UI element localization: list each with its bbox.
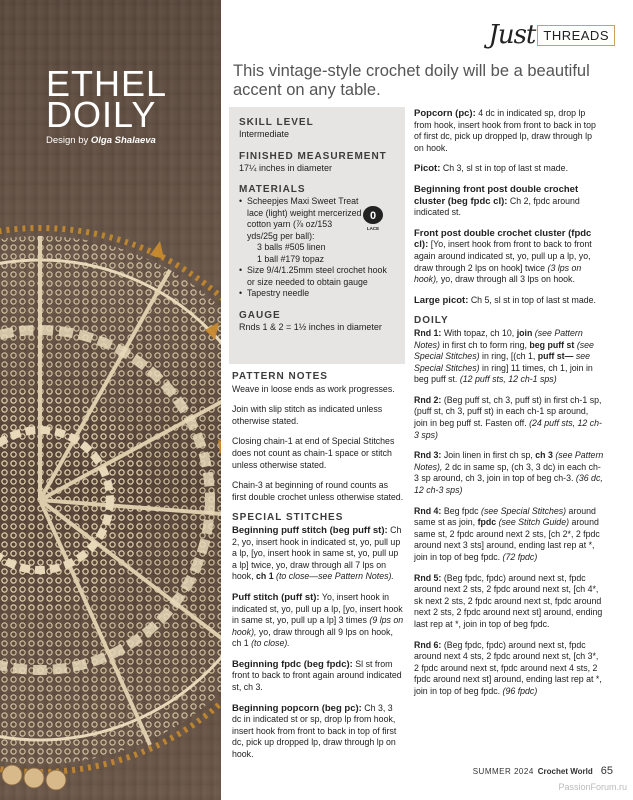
section-logo [488,16,615,54]
byline-prefix: Design by [46,135,89,146]
round-6 [414,640,604,698]
material-sub-topaz: 1 ball #179 topaz [257,253,325,264]
stitch-bold: ch 1 [255,571,274,582]
round-lead: Rnd 2: [414,394,442,405]
stitch-lead: Puff stitch (puff st): [232,591,320,603]
stitch-text: yo, draw through all 9 lps on hook, ch 1 [232,626,393,649]
round-italic: (see Pattern Notes) [414,327,583,350]
stitch-text: Yo, insert hook in indicated st, yo, pull up a lp, [yo, insert hook in same st, yo, pull up a lp] 3 times [232,591,403,626]
stitch-lead: Popcorn (pc): [414,108,476,119]
pattern-note: Weave in loose ends as work progresses. [232,383,395,394]
designer-name: Olga Shalaeva [90,135,156,146]
stitch-text: Ch 5, sl st in top of last st made. [470,294,596,305]
stitch-text: yo, draw through all 3 lps on hook. [440,274,575,285]
stitch-puff [232,592,404,650]
round-count: (72 fpdc) [502,552,538,562]
page-footer [473,765,613,777]
round-text: (Beg fpdc, fpdc) around next st, fpdc around next 4 sts, 2 fpdc around next st, [ch 3*, 2 fpdc around next st, fpdc around next 4 sts, 2 fpdc around next st] around, ending last rep at *, join in top of beg fpdc. [414,639,602,696]
stitch-text: Sl st from front to back to front again around indicated st, ch 3. [232,658,402,693]
round-text: in ring, [(ch 1, [481,351,536,362]
round-text: in ring] 11 times, ch 1, join in beg puff st. [414,362,593,385]
material-sub-linen: 3 balls #505 linen [257,242,326,252]
round-italic: see Special Stitches) [414,351,591,373]
skill-value: Intermediate [239,129,290,139]
stitch-text: Ch 2, yo, insert hook in indicated st, yo, pull up a lp, [yo, insert hook in same st, yo, pull up a lp] twice, yo, draw through all 7 lps on hook, [232,524,402,582]
round-3 [414,450,604,496]
stitch-text: Ch 2, fpdc around indicated st. [414,195,580,218]
designer-byline [46,135,156,146]
stitch-beg-puff [232,525,404,583]
gauge-value: Rnds 1 & 2 = 1½ inches in diameter [239,321,382,332]
round-text: in first ch to form ring, [442,339,527,350]
page-number: 65 [600,765,613,777]
round-bold: beg puff st [529,339,575,350]
footer-magazine: Crochet World [537,767,593,776]
round-lead: Rnd 6: [414,639,442,650]
round-5 [414,573,604,631]
stitch-italic: (3 lps on hook), [414,262,582,285]
round-bold: ch 3 [535,450,553,461]
round-2 [414,395,604,441]
round-bold: puff st— [537,351,574,362]
skill-heading: SKILL LEVEL [239,117,314,128]
round-4 [414,506,604,564]
yarn-weight-label: LACE [366,226,380,231]
round-text: With topaz, ch 10, [443,327,515,338]
stitch-lead: Beginning fpdc (beg fpdc): [232,658,353,670]
stitch-lead: Front post double crochet cluster (fpdc cl): [414,227,592,251]
material-hook: Size 9/4/1.25mm steel crochet hook or size needed to obtain gauge [247,265,387,287]
stitch-lead: Beginning popcorn (beg pc): [232,702,362,714]
intro-text: This vintage-style crochet doily will be a beautiful accent on any table. [233,62,590,99]
material-item [239,265,395,288]
round-lead: Rnd 1: [414,327,442,338]
stitch-beg-popcorn [232,703,404,761]
round-text: Beg fpdc [443,505,479,516]
stitch-italic: (to close—see Pattern Notes). [276,571,394,582]
doily-heading: DOILY [414,315,449,327]
round-1 [414,328,604,386]
round-italic: (see Pattern Notes), [414,450,604,472]
pattern-notes-heading: PATTERN NOTES [232,371,328,382]
yarn-weight-icon [362,205,384,231]
logo-word: THREADS [537,25,615,46]
pattern-title [46,63,168,135]
pattern-note: Join with slip stitch as indicated unless otherwise stated. [232,404,383,426]
material-needle: Tapestry needle [247,288,310,298]
round-count: (36 dc, 12 ch-3 sps) [414,473,603,496]
info-box [229,107,405,364]
round-italic: (see Special Stitches) [414,339,594,362]
stitch-italic: (to close). [251,638,290,649]
doily-photo [0,0,221,800]
stitch-lead: Beginning puff stitch (beg puff st): [232,524,388,536]
yarn-weight-number: 0 [369,210,377,222]
title-line-1: ETHEL [46,63,168,104]
stitch-text: Ch 3, sl st in top of last st made. [442,163,569,174]
round-count: (96 fpdc) [502,685,538,696]
round-italic: (see Special Stitches) [481,505,567,516]
column-left [232,371,404,770]
stitch-text: 4 dc in indicated sp, drop lp from hook, insert hook from front to back in top of first dc, pick up dropped lp, draw through lp on hook. [414,108,596,153]
round-italic: (see Stitch Guide) [498,517,570,528]
round-lead: Rnd 4: [414,505,442,516]
footer-issue: SUMMER 2024 [472,767,534,776]
round-text: (Beg fpdc, fpdc) around next st, fpdc around next 2 sts, 2 fpdc around next st, [ch 4*, sk next 2 sts, 2 fpdc around next st, fpdc around next 2 sts, 2 fpdc around next st] around, ending last rep at *, join in top of beg fpdc. [414,572,603,629]
stitch-beg-fpdc-cluster [414,184,604,219]
stitch-beg-fpdc [232,659,404,694]
material-yarn: Scheepjes Maxi Sweet Treat lace (light) weight mercerized cotton yarn (⅞ oz/153 yds/25g per ball): [247,196,362,241]
stitch-fpdc-cluster [414,228,604,286]
stitch-large-picot [414,295,604,307]
stitch-picot [414,163,604,175]
round-bold: fpdc [477,517,497,528]
logo-script: Just [488,20,536,50]
round-text: around same st, 2 fpdc around next 2 sts, [ch 2*, 2 fpdc around next 3 sts] around, ending last rep at *, join in top of beg fpdc. [414,517,600,562]
pattern-note: Chain-3 at beginning of round counts as first double crochet unless otherwise stated. [232,480,404,502]
stitch-lead: Beginning front post double crochet cluster (beg fpdc cl): [414,183,579,207]
gauge-heading: GAUGE [239,309,281,321]
stitch-popcorn [414,108,604,154]
title-line-2: DOILY [46,94,157,135]
materials-heading: MATERIALS [239,184,306,195]
stitch-italic: (9 lps on hook), [232,615,404,637]
finished-value: 17¼ inches in diameter [239,162,333,173]
stitch-text: [Yo, insert hook from front to back to front again around indicated st, yo, pull up a lp, yo, draw through 2 lps on hook] twice [414,239,592,273]
round-text: (Beg puff st, ch 3, puff st) in first ch-1 sp, (puff st, ch 3, puff st) in each ch-1 sp around, join in beg puff st. Fasten off. [414,394,602,429]
stitch-text: Ch 3, 3 dc in indicated st or sp, drop lp from hook, insert hook from front to back in top of first dc, pick up dropped lp, draw through lp on hook. [232,702,397,760]
column-right [414,108,604,707]
round-text: Join linen in first ch sp, [443,450,533,461]
materials-list-2 [239,265,395,300]
round-lead: Rnd 5: [414,572,442,583]
round-count: (12 puff sts, 12 ch-1 sps) [459,374,557,385]
round-bold: join [516,327,533,338]
stitch-lead: Large picot: [414,294,469,306]
round-count: (24 puff sts, 12 ch-3 sps) [414,418,602,440]
stitch-lead: Picot: [414,163,441,175]
material-item [239,288,395,300]
pattern-note: Closing chain-1 at end of Special Stitches does not count as chain-1 space or stitch unless otherwise stated. [232,436,395,470]
finished-heading: FINISHED MEASUREMENT [239,150,387,162]
special-stitches-heading: SPECIAL STITCHES [232,512,344,524]
round-lead: Rnd 3: [414,450,442,461]
watermark: PassionForum.ru [558,782,627,792]
round-text: 2 dc in same sp, (ch 3, 3 dc) in each ch-3 sp around, ch 3, join in top of beg ch-3. [414,461,601,484]
round-text: around same st as join, [414,505,596,528]
